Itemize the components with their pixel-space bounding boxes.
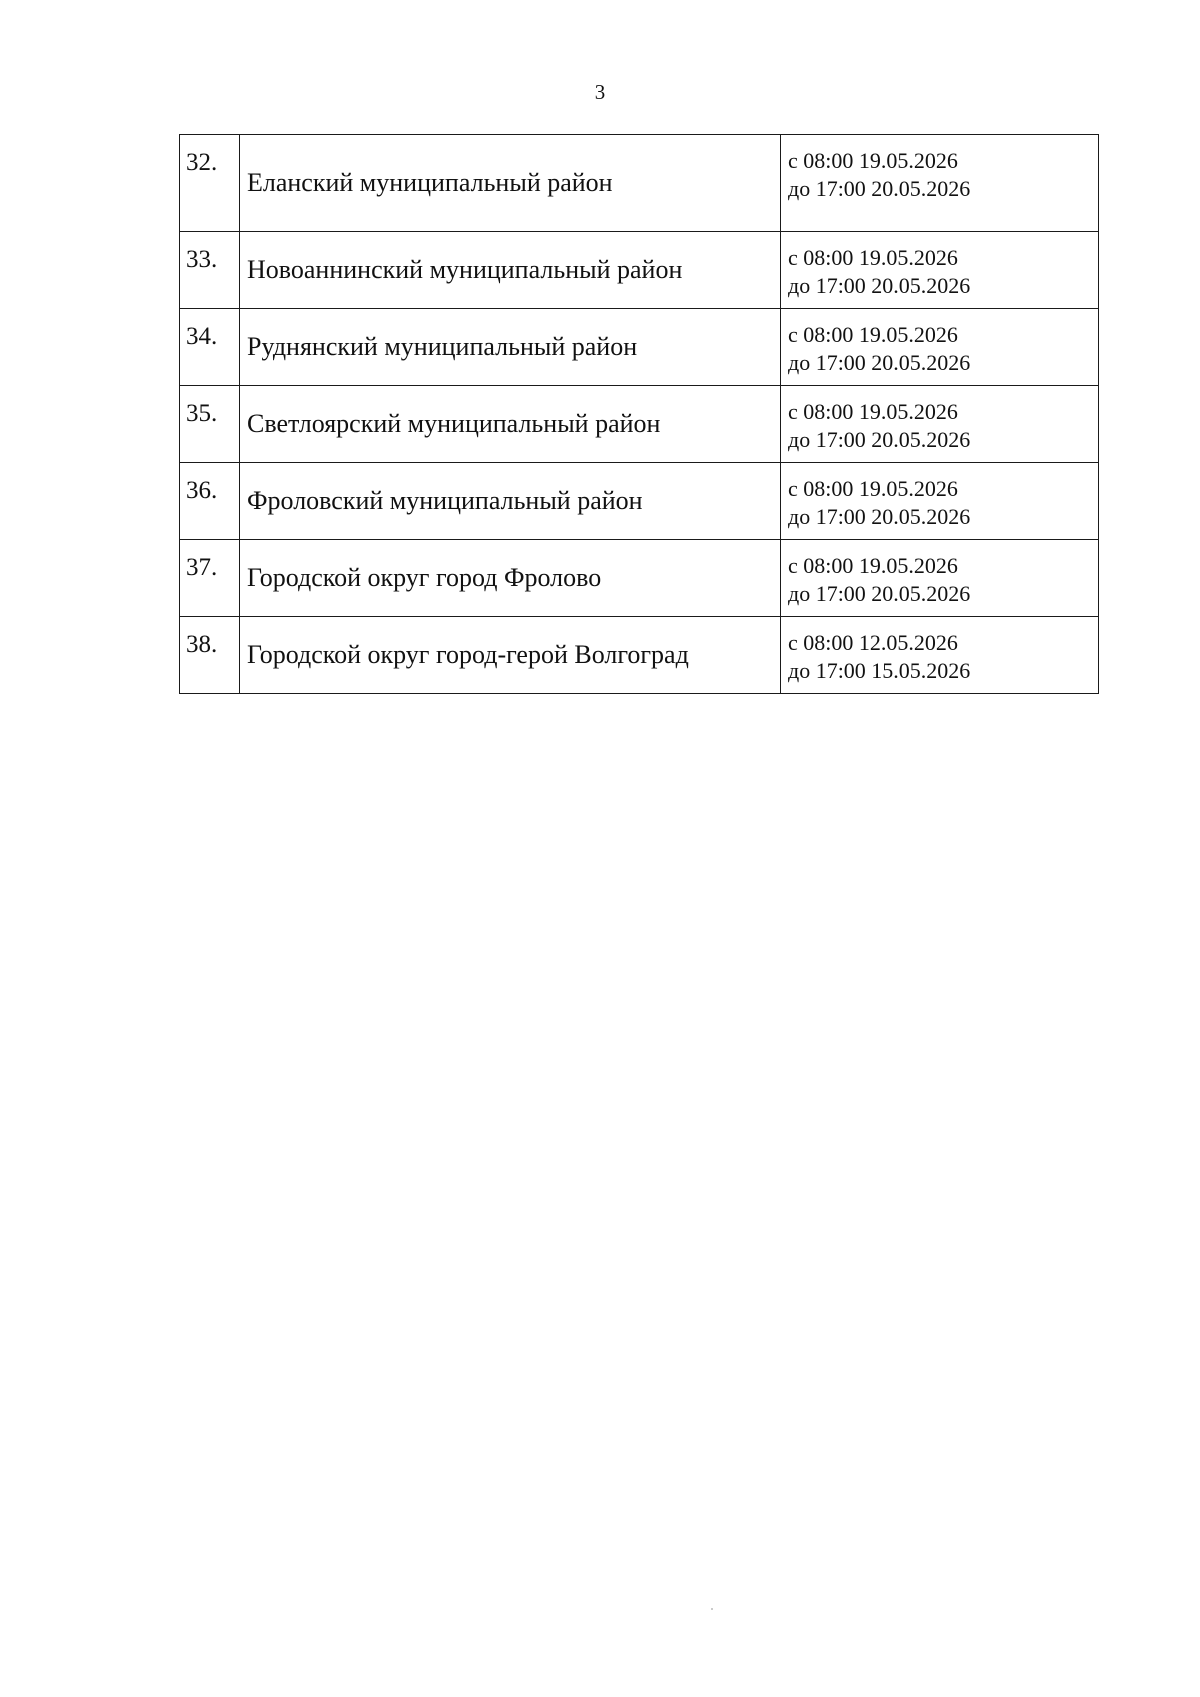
period-end: до 17:00 20.05.2026 [788, 581, 971, 606]
row-number: 38. [180, 617, 240, 694]
table-row [180, 463, 1099, 540]
period-cell [781, 232, 1099, 309]
period-cell [781, 463, 1099, 540]
period-end: до 17:00 20.05.2026 [788, 176, 971, 201]
period-start: с 08:00 19.05.2026 [788, 476, 958, 501]
period-cell [781, 617, 1099, 694]
district-name: Новоаннинский муниципальный район [240, 232, 781, 309]
scan-speck [711, 1608, 713, 1610]
period-start: с 08:00 19.05.2026 [788, 245, 958, 270]
period-end: до 17:00 20.05.2026 [788, 427, 971, 452]
row-number: 34. [180, 309, 240, 386]
schedule-table [179, 134, 1099, 694]
period-end: до 17:00 15.05.2026 [788, 658, 971, 683]
district-name: Еланский муниципальный район [240, 135, 781, 232]
row-number: 32. [180, 135, 240, 232]
table-row [180, 386, 1099, 463]
district-name: Городской округ город-герой Волгоград [240, 617, 781, 694]
period-start: с 08:00 19.05.2026 [788, 322, 958, 347]
table-row [180, 617, 1099, 694]
row-number: 36. [180, 463, 240, 540]
district-name: Светлоярский муниципальный район [240, 386, 781, 463]
district-name: Городской округ город Фролово [240, 540, 781, 617]
period-cell [781, 309, 1099, 386]
table-row [180, 135, 1099, 232]
period-start: с 08:00 12.05.2026 [788, 630, 958, 655]
period-end: до 17:00 20.05.2026 [788, 273, 971, 298]
period-start: с 08:00 19.05.2026 [788, 553, 958, 578]
district-name: Фроловский муниципальный район [240, 463, 781, 540]
page-number: 3 [594, 80, 606, 104]
period-start: с 08:00 19.05.2026 [788, 399, 958, 424]
table-row [180, 232, 1099, 309]
row-number: 35. [180, 386, 240, 463]
table-row [180, 540, 1099, 617]
period-cell [781, 540, 1099, 617]
row-number: 37. [180, 540, 240, 617]
row-number: 33. [180, 232, 240, 309]
period-cell [781, 386, 1099, 463]
period-end: до 17:00 20.05.2026 [788, 504, 971, 529]
period-cell [781, 135, 1099, 232]
district-name: Руднянский муниципальный район [240, 309, 781, 386]
table-row [180, 309, 1099, 386]
period-end: до 17:00 20.05.2026 [788, 350, 971, 375]
period-start: с 08:00 19.05.2026 [788, 148, 958, 173]
